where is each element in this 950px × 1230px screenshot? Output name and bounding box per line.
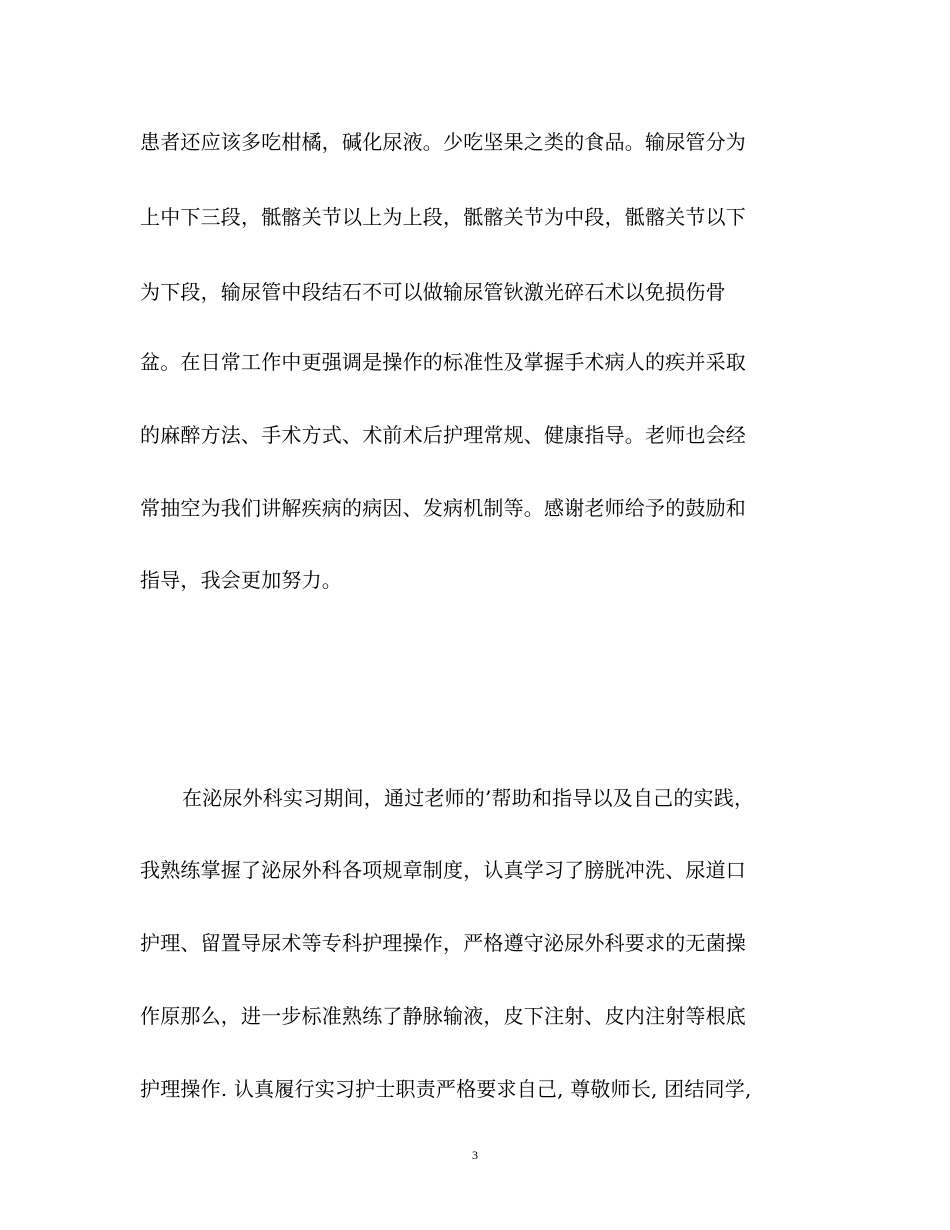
text-line: 作原那么，进一步标准熟练了静脉输液，皮下注射、皮内注射等根底	[140, 1004, 746, 1028]
text-line: 上中下三段，骶髂关节以上为上段，骶髂关节为中段，骶髂关节以下	[140, 205, 746, 229]
text-line: 患者还应该多吃柑橘，碱化尿液。少吃坚果之类的食品。输尿管分为	[140, 130, 746, 154]
page-number: 3	[472, 1148, 478, 1162]
text-line: 护理操作. 认真履行实习护士职责严格要求自己, 尊敬师长, 团结同学,	[140, 1077, 752, 1101]
text-line: 盆。在日常工作中更强调是操作的标准性及掌握手术病人的疾并采取	[140, 350, 746, 374]
text-line: 常抽空为我们讲解疾病的病因、发病机制等。感谢老师给予的鼓励和	[140, 496, 746, 520]
text-line: 护理、留置导尿术等专科护理操作，严格遵守泌尿外科要求的无菌操	[140, 931, 746, 955]
text-line: 为下段，输尿管中段结石不可以做输尿管钬激光碎石术以免损伤骨	[140, 280, 726, 304]
text-line: 的麻醉方法、手术方式、术前术后护理常规、健康指导。老师也会经	[140, 423, 746, 447]
text-line: 在泌尿外科实习期间，通过老师的’帮助和指导以及自己的实践，	[182, 786, 755, 810]
text-line: 指导，我会更加努力。	[140, 568, 342, 592]
text-line: 我熟练掌握了泌尿外科各项规章制度，认真学习了膀胱冲洗、尿道口	[140, 858, 746, 882]
